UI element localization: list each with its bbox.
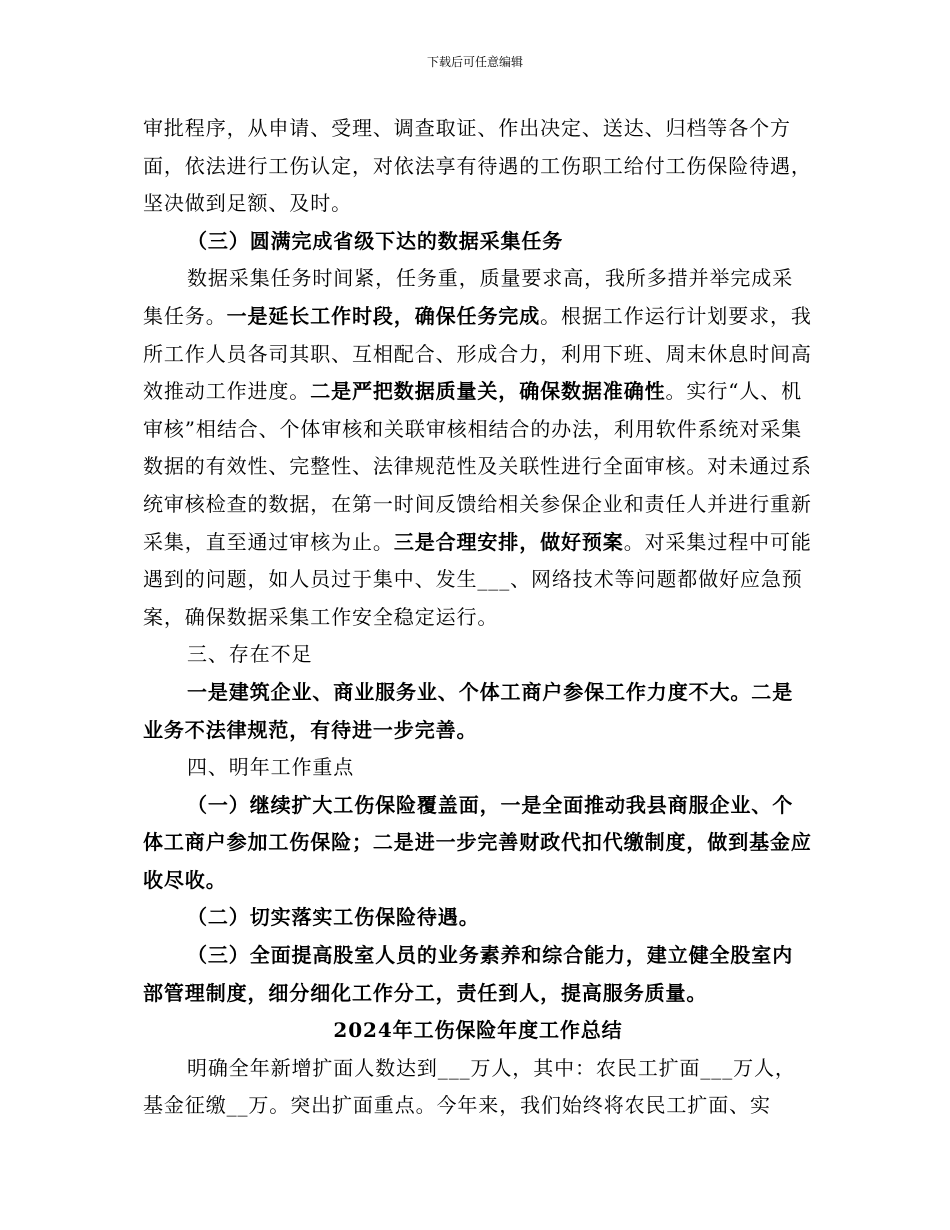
paragraph-shortcomings: 一是建筑企业、商业服务业、个体工商户参保工作力度不大。二是业务不法律规范，有待进一步完善。 xyxy=(143,679,794,742)
paragraph-data-collection xyxy=(143,260,813,636)
paragraph-priority-3: （三）全面提高股室人员的业务素养和综合能力，建立健全股室内部管理制度，细分细化工作分工，责任到人，提高服务质量。 xyxy=(143,943,794,1005)
heading-next-year: 四、明年工作重点 xyxy=(187,755,355,780)
heading-shortcomings: 三、存在不足 xyxy=(187,642,313,667)
page-header: 下载后可任意编辑 xyxy=(426,55,523,69)
text-run: 。对采集过程中可能遇到的问题，如人员过于集中、发生___、网络技术等问题都做好应急预案，确保数据采集工作安全稳定运行。 xyxy=(143,529,812,629)
paragraph-priority-2: （二）切实落实工伤保险待遇。 xyxy=(187,905,480,930)
paragraph-approval-process: 审批程序，从申请、受理、调查取证、作出决定、送达、归档等各个方面，依法进行工伤认定，对依法享有待遇的工伤职工给付工伤保险待遇，坚决做到足额、及时。 xyxy=(143,116,812,216)
text-run: 数据采集任务时间紧，任务重，质量要求高，我所多措并举完成采集任务。 xyxy=(143,266,794,328)
document-body xyxy=(143,110,813,1125)
paragraph-priority-1: （一）继续扩大工伤保险覆盖面，一是全面推动我县商服企业、个体工商户参加工伤保险；二是进一步完善财政代扣代缴制度，做到基金应收尽收。 xyxy=(143,792,812,892)
emphasis-contingency: 三是合理安排，做好预案 xyxy=(393,529,624,554)
text-run: 。实行“人、机审核”相结合、个体审核和关联审核相结合的办法，利用软件系统对采集数据的有效性、完整性、法律规范性及关联性进行全面审核。对未通过系统审核检查的数据，在第一时间反馈给相关参保企业和责任人并进行重新采集，直至通过审核为止。 xyxy=(143,379,812,554)
heading-data-collection: （三）圆满完成省级下达的数据采集任务 xyxy=(187,228,564,253)
emphasis-data-quality: 二是严把数据质量关，确保数据准确性 xyxy=(310,379,666,404)
paragraph-expansion: 明确全年新增扩面人数达到___万人，其中：农民工扩面___万人，基金征缴__万。突出扩面重点。今年来，我们始终将农民工扩面、实 xyxy=(143,1055,796,1118)
emphasis-extend-hours: 一是延长工作时段，确保任务完成 xyxy=(226,303,541,328)
document-title: 2024年工伤保险年度工作总结 xyxy=(333,1018,623,1043)
text-run: 。根据工作运行计划要求，我所工作人员各司其职、互相配合、形成合力，利用下班、周末休息时间高效推动工作进度。 xyxy=(143,303,812,404)
